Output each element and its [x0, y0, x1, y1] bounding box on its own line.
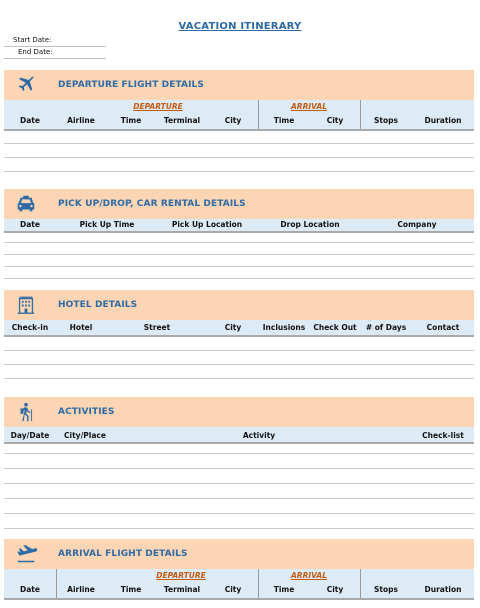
hotel-section	[4, 290, 474, 390]
hotel-header-band	[4, 290, 474, 320]
arrival-flight-section	[4, 539, 474, 608]
column-header: Day/Date	[10, 431, 50, 440]
table-row[interactable]	[4, 364, 474, 365]
table-row[interactable]	[4, 171, 474, 172]
departure-flight-section	[4, 70, 474, 180]
arrival-flight-title: ARRIVAL FLIGHT DETAILS	[58, 549, 188, 559]
column-header: Drop Location	[280, 220, 340, 229]
column-header: Check-in	[11, 323, 49, 332]
table-row[interactable]	[4, 378, 474, 379]
activities-section	[4, 397, 474, 531]
activities-header-band	[4, 397, 474, 427]
column-header: Time	[120, 585, 142, 594]
activities-column-header	[4, 427, 474, 444]
table-row[interactable]	[4, 513, 474, 514]
table-row[interactable]	[4, 453, 474, 454]
car-icon	[14, 193, 38, 215]
table-row[interactable]	[4, 483, 474, 484]
column-header: City	[326, 116, 344, 125]
column-header: Time	[273, 116, 295, 125]
column-header: Stops	[374, 585, 398, 594]
column-header: Company	[397, 220, 437, 229]
car-rental-header-band	[4, 189, 474, 219]
column-header: Stops	[374, 116, 398, 125]
column-header: City	[224, 585, 242, 594]
airplane-takeoff-icon	[14, 74, 38, 96]
column-header: Airline	[67, 116, 95, 125]
car-rental-section	[4, 189, 474, 281]
table-row[interactable]	[4, 254, 474, 255]
table-row[interactable]	[4, 266, 474, 267]
car-rental-column-header	[4, 219, 474, 233]
table-row[interactable]	[4, 157, 474, 158]
airplane-landing-icon	[14, 543, 38, 565]
table-row[interactable]	[4, 528, 474, 529]
hotel-title: HOTEL DETAILS	[58, 300, 138, 310]
column-header: # of Days	[365, 323, 407, 332]
column-header: Time	[120, 116, 142, 125]
column-header: Date	[20, 220, 40, 229]
end-date-label: End Date:	[18, 48, 53, 56]
start-date-field[interactable]	[4, 35, 106, 47]
column-header: Duration	[424, 585, 462, 594]
column-header: Terminal	[163, 116, 201, 125]
departure-flight-header-band	[4, 70, 474, 100]
arrival-flight-column-header	[4, 569, 474, 600]
column-header: Date	[20, 585, 40, 594]
end-date-field[interactable]	[4, 47, 106, 59]
column-header: Street	[143, 323, 171, 332]
column-header: Check-list	[422, 431, 464, 440]
column-header: Time	[273, 585, 295, 594]
column-header: Inclusions	[262, 323, 306, 332]
column-header: Pick Up Location	[171, 220, 243, 229]
table-row[interactable]	[4, 350, 474, 351]
column-header: Activity	[242, 431, 276, 440]
column-header: City	[224, 323, 242, 332]
start-date-label: Start Date:	[13, 36, 52, 44]
arrival-flight-header-band	[4, 539, 474, 569]
column-header: City/Place	[64, 431, 106, 440]
column-header: Duration	[424, 116, 462, 125]
column-header: City	[326, 585, 344, 594]
table-row[interactable]	[4, 143, 474, 144]
hotel-building-icon	[14, 294, 38, 316]
departure-group-label: DEPARTURE	[133, 102, 183, 111]
page-title: VACATION ITINERARY	[178, 21, 302, 32]
column-header: Check Out	[313, 323, 357, 332]
table-row[interactable]	[4, 278, 474, 279]
table-row[interactable]	[4, 242, 474, 243]
departure-group-label: DEPARTURE	[156, 571, 206, 580]
arrival-group-label: ARRIVAL	[290, 571, 328, 580]
column-header: Pick Up Time	[79, 220, 135, 229]
table-row[interactable]	[4, 468, 474, 469]
table-row[interactable]	[4, 498, 474, 499]
activities-title: ACTIVITIES	[58, 407, 115, 417]
column-header: Terminal	[163, 585, 201, 594]
column-header: Airline	[67, 585, 95, 594]
arrival-group-label: ARRIVAL	[290, 102, 328, 111]
hiker-icon	[14, 401, 38, 423]
departure-flight-column-header	[4, 100, 474, 131]
column-header: Contact	[426, 323, 460, 332]
car-rental-title: PICK UP/DROP, CAR RENTAL DETAILS	[58, 199, 246, 209]
column-header: Date	[20, 116, 40, 125]
column-header: City	[224, 116, 242, 125]
hotel-column-header	[4, 320, 474, 337]
column-header: Hotel	[69, 323, 93, 332]
departure-flight-title: DEPARTURE FLIGHT DETAILS	[58, 80, 204, 90]
